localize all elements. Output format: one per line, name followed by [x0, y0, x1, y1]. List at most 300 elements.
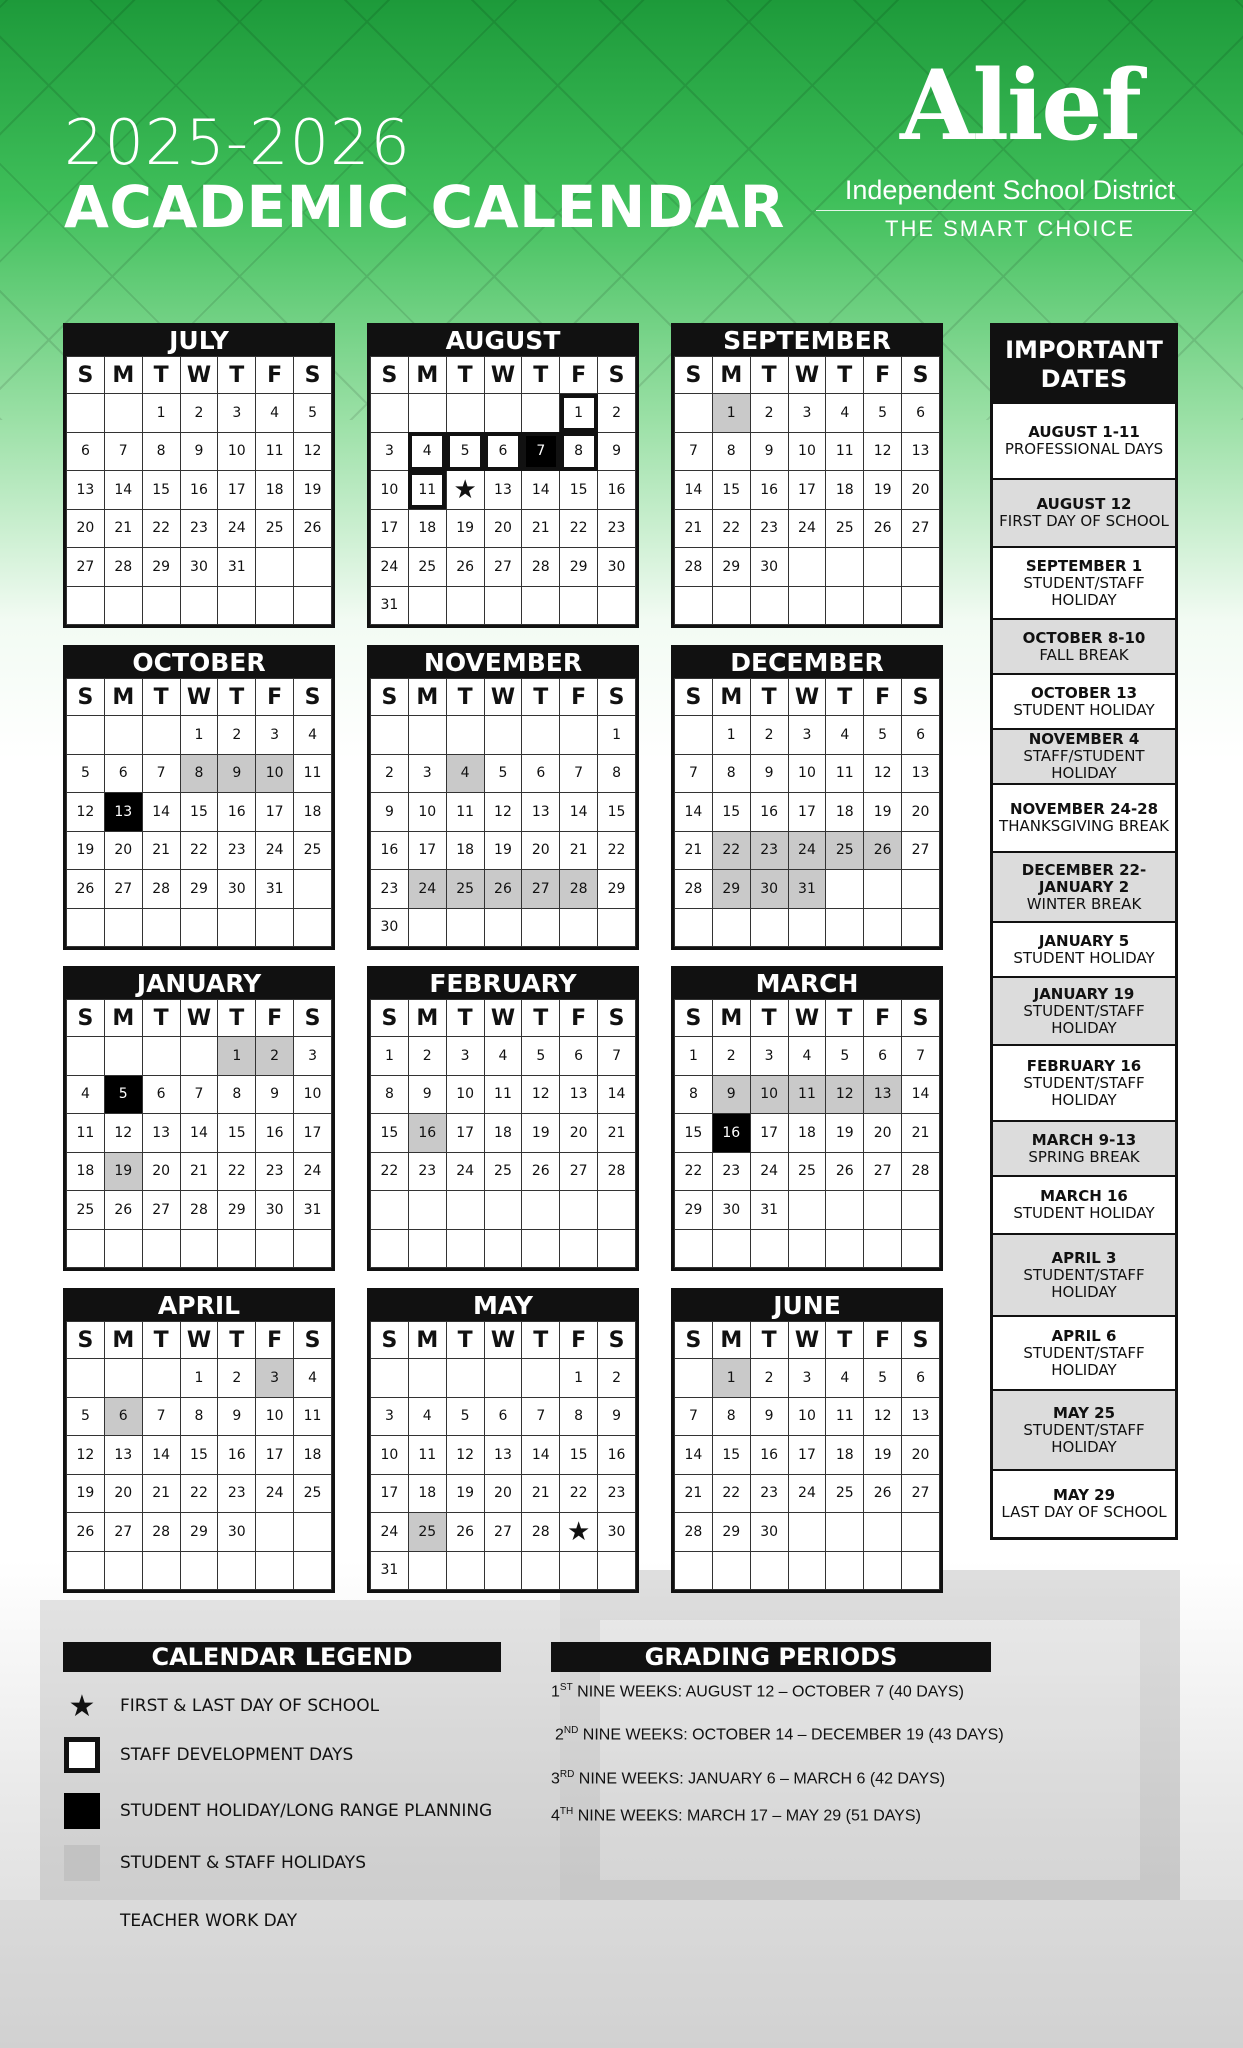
- day-cell: 7: [902, 1037, 940, 1076]
- empty-cell: [294, 548, 332, 587]
- day-cell: 7: [522, 432, 560, 471]
- day-cell: 24: [788, 831, 826, 870]
- month-name: JUNE: [674, 1291, 940, 1321]
- day-cell: 1: [712, 394, 750, 433]
- day-cell: 10: [218, 432, 256, 471]
- empty-cell: [826, 1191, 864, 1230]
- weekday-header: S: [371, 357, 409, 394]
- day-cell: 23: [750, 509, 788, 548]
- day-cell: 4: [826, 716, 864, 755]
- day-cell: 16: [408, 1114, 446, 1153]
- weekday-header: M: [104, 1000, 142, 1037]
- day-cell: 28: [560, 870, 598, 909]
- day-cell: 27: [67, 548, 105, 587]
- day-cell: 15: [675, 1114, 713, 1153]
- day-cell: 18: [446, 831, 484, 870]
- empty-cell: [598, 1191, 636, 1230]
- day-cell: 28: [104, 548, 142, 587]
- empty-cell: [371, 716, 409, 755]
- day-cell: 22: [371, 1152, 409, 1191]
- empty-cell: [446, 1191, 484, 1230]
- day-cell: 14: [598, 1075, 636, 1114]
- empty-cell: [788, 548, 826, 587]
- day-cell: 20: [902, 793, 940, 832]
- day-cell: 7: [104, 432, 142, 471]
- day-cell: 22: [560, 509, 598, 548]
- legend-label: FIRST & LAST DAY OF SCHOOL: [120, 1696, 380, 1716]
- important-date-item: [993, 618, 1175, 673]
- day-cell: 9: [598, 1397, 636, 1436]
- day-cell: 12: [864, 1397, 902, 1436]
- grading-ordinal: 1: [551, 1683, 560, 1701]
- day-cell: 8: [218, 1075, 256, 1114]
- empty-cell: [104, 1037, 142, 1076]
- day-cell: 6: [902, 1359, 940, 1398]
- weekday-header: F: [864, 1322, 902, 1359]
- day-cell: 19: [864, 471, 902, 510]
- day-cell: 26: [864, 1474, 902, 1513]
- day-cell: 9: [218, 754, 256, 793]
- day-cell: 6: [902, 716, 940, 755]
- important-date: AUGUST 1-11: [1028, 423, 1140, 441]
- weekday-header: W: [180, 1000, 218, 1037]
- day-cell: 26: [294, 509, 332, 548]
- day-cell: 4: [788, 1037, 826, 1076]
- day-cell: 5: [522, 1037, 560, 1076]
- weekday-header: T: [750, 1322, 788, 1359]
- important-date: NOVEMBER 4: [1028, 730, 1140, 748]
- day-cell: 11: [826, 754, 864, 793]
- weekday-header: S: [294, 1322, 332, 1359]
- day-cell: 23: [750, 1474, 788, 1513]
- weekday-header: T: [446, 357, 484, 394]
- day-cell: 2: [750, 394, 788, 433]
- month-july: [63, 323, 335, 628]
- day-cell: 11: [446, 793, 484, 832]
- empty-cell: [675, 1359, 713, 1398]
- day-cell: 6: [104, 754, 142, 793]
- important-date-description: PROFESSIONAL DAYS: [1004, 440, 1164, 458]
- day-cell: 6: [560, 1037, 598, 1076]
- weekday-header: S: [675, 679, 713, 716]
- empty-cell: [446, 1229, 484, 1268]
- day-cell: 22: [675, 1152, 713, 1191]
- empty-cell: [67, 586, 105, 625]
- day-cell: 25: [294, 1474, 332, 1513]
- day-cell: 7: [598, 1037, 636, 1076]
- month-december: [671, 645, 943, 950]
- weekday-header: T: [826, 357, 864, 394]
- day-cell: 26: [522, 1152, 560, 1191]
- important-date-item: [993, 402, 1175, 478]
- day-cell: 28: [675, 548, 713, 587]
- day-cell: 14: [560, 793, 598, 832]
- day-cell: 13: [522, 793, 560, 832]
- day-cell: 31: [294, 1191, 332, 1230]
- day-cell: 5: [864, 1359, 902, 1398]
- empty-cell: [180, 908, 218, 947]
- grading-period: [555, 1725, 1004, 1744]
- day-cell: 17: [788, 793, 826, 832]
- day-cell: 10: [256, 1397, 294, 1436]
- month-march: [671, 966, 943, 1271]
- empty-cell: [484, 1551, 522, 1590]
- important-date: MARCH 16: [1040, 1187, 1128, 1205]
- empty-cell: [142, 1359, 180, 1398]
- empty-cell: [864, 586, 902, 625]
- important-date-item: [993, 1120, 1175, 1175]
- day-cell: 10: [788, 1397, 826, 1436]
- month-november: [367, 645, 639, 950]
- day-cell: 22: [712, 831, 750, 870]
- day-cell: 25: [294, 831, 332, 870]
- weekday-header: F: [256, 679, 294, 716]
- day-cell: 27: [484, 1513, 522, 1552]
- day-cell: 15: [598, 793, 636, 832]
- month-name: JULY: [66, 326, 332, 356]
- empty-cell: [750, 908, 788, 947]
- day-cell: 23: [256, 1152, 294, 1191]
- important-date-item: [993, 673, 1175, 728]
- empty-cell: [522, 908, 560, 947]
- day-cell: 18: [256, 471, 294, 510]
- day-cell: 21: [675, 1474, 713, 1513]
- empty-cell: [788, 1513, 826, 1552]
- day-cell: 14: [522, 471, 560, 510]
- grading-period-text: NINE WEEKS: JANUARY 6 – MARCH 6 (42 DAYS): [574, 1770, 946, 1788]
- empty-cell: [788, 586, 826, 625]
- day-cell: 31: [371, 1551, 409, 1590]
- day-cell: 15: [712, 471, 750, 510]
- day-cell: 19: [104, 1152, 142, 1191]
- weekday-header: W: [484, 357, 522, 394]
- empty-cell: [67, 1229, 105, 1268]
- day-cell: 5: [446, 432, 484, 471]
- day-cell: 28: [522, 1513, 560, 1552]
- day-cell: 1: [675, 1037, 713, 1076]
- empty-cell: [446, 586, 484, 625]
- empty-cell: [104, 908, 142, 947]
- important-date-item: [993, 851, 1175, 921]
- day-cell: 29: [142, 548, 180, 587]
- empty-cell: [294, 586, 332, 625]
- day-cell: 2: [371, 754, 409, 793]
- empty-cell: [104, 1551, 142, 1590]
- day-cell: 1: [712, 1359, 750, 1398]
- day-cell: 13: [67, 471, 105, 510]
- legend-item: [64, 1735, 524, 1775]
- empty-cell: [598, 908, 636, 947]
- day-cell: 12: [864, 432, 902, 471]
- day-cell: 29: [712, 870, 750, 909]
- empty-cell: [675, 908, 713, 947]
- day-cell: 16: [750, 1436, 788, 1475]
- empty-cell: [371, 1359, 409, 1398]
- day-cell: 28: [598, 1152, 636, 1191]
- weekday-header: S: [294, 1000, 332, 1037]
- important-date-item: [993, 1233, 1175, 1315]
- empty-cell: [256, 1551, 294, 1590]
- school-year: 2025-2026: [64, 106, 411, 179]
- day-cell: 2: [256, 1037, 294, 1076]
- empty-cell: [902, 908, 940, 947]
- important-date: OCTOBER 8-10: [1022, 628, 1146, 647]
- star-icon: ★: [566, 1516, 591, 1547]
- day-cell: 3: [218, 394, 256, 433]
- day-cell: 10: [750, 1075, 788, 1114]
- day-cell: 9: [750, 432, 788, 471]
- day-cell: 17: [256, 793, 294, 832]
- empty-cell: [598, 1229, 636, 1268]
- empty-cell: [560, 908, 598, 947]
- day-cell: 22: [218, 1152, 256, 1191]
- day-cell: 6: [522, 754, 560, 793]
- empty-cell: [484, 394, 522, 433]
- empty-cell: [294, 1513, 332, 1552]
- grading-period-text: NINE WEEKS: OCTOBER 14 – DECEMBER 19 (43 DAYS): [578, 1726, 1004, 1744]
- day-cell: 19: [826, 1114, 864, 1153]
- star-icon: ★: [68, 1688, 96, 1724]
- empty-cell: [371, 1191, 409, 1230]
- empty-cell: [408, 586, 446, 625]
- day-cell: 23: [598, 1474, 636, 1513]
- important-date-item: [993, 1315, 1175, 1389]
- day-cell: 1: [560, 1359, 598, 1398]
- day-cell: 26: [864, 831, 902, 870]
- day-cell: 8: [560, 432, 598, 471]
- empty-cell: [522, 586, 560, 625]
- day-cell: 24: [371, 1513, 409, 1552]
- day-cell: 27: [902, 509, 940, 548]
- day-cell: 25: [256, 509, 294, 548]
- weekday-header: M: [408, 1322, 446, 1359]
- day-cell: 21: [598, 1114, 636, 1153]
- day-cell: 10: [408, 793, 446, 832]
- empty-cell: [864, 1229, 902, 1268]
- day-cell: 31: [371, 586, 409, 625]
- empty-cell: [218, 1551, 256, 1590]
- day-cell: 20: [902, 1436, 940, 1475]
- important-date: APRIL 3: [1051, 1248, 1117, 1267]
- day-cell: 11: [294, 1397, 332, 1436]
- day-cell: 20: [104, 1474, 142, 1513]
- day-cell: 21: [142, 1474, 180, 1513]
- day-cell: 20: [484, 1474, 522, 1513]
- weekday-header: F: [256, 357, 294, 394]
- weekday-header: S: [294, 357, 332, 394]
- grading-ordinal-suffix: TH: [559, 1806, 574, 1817]
- day-cell: 4: [294, 716, 332, 755]
- day-cell: 27: [522, 870, 560, 909]
- empty-cell: [864, 908, 902, 947]
- empty-cell: [522, 1359, 560, 1398]
- weekday-header: S: [675, 1322, 713, 1359]
- day-cell: 19: [67, 1474, 105, 1513]
- day-cell: 21: [522, 1474, 560, 1513]
- day-cell: 23: [218, 831, 256, 870]
- day-cell: 12: [67, 1436, 105, 1475]
- day-cell: 29: [180, 870, 218, 909]
- important-date-description: STAFF/STUDENT HOLIDAY: [1023, 747, 1145, 782]
- day-cell: 17: [256, 1436, 294, 1475]
- day-cell: 16: [218, 1436, 256, 1475]
- weekday-header: F: [560, 1000, 598, 1037]
- day-cell: 30: [750, 870, 788, 909]
- empty-cell: [902, 548, 940, 587]
- day-cell: 5: [67, 1397, 105, 1436]
- day-cell: 24: [256, 1474, 294, 1513]
- day-cell: 20: [864, 1114, 902, 1153]
- day-cell: 4: [484, 1037, 522, 1076]
- day-cell: 7: [142, 754, 180, 793]
- empty-cell: [484, 908, 522, 947]
- day-cell: 5: [864, 716, 902, 755]
- day-cell: 30: [598, 548, 636, 587]
- empty-cell: [522, 716, 560, 755]
- day-cell: 16: [371, 831, 409, 870]
- day-cell: 31: [788, 870, 826, 909]
- month-june: [671, 1288, 943, 1593]
- empty-cell: [408, 394, 446, 433]
- empty-cell: [142, 586, 180, 625]
- day-cell: 22: [142, 509, 180, 548]
- day-cell: 22: [560, 1474, 598, 1513]
- empty-cell: [67, 1037, 105, 1076]
- empty-cell: [864, 870, 902, 909]
- empty-cell: [484, 1359, 522, 1398]
- important-date: FEBRUARY 16: [1026, 1056, 1142, 1075]
- empty-cell: [826, 870, 864, 909]
- day-cell: 25: [484, 1152, 522, 1191]
- grading-period: [551, 1769, 945, 1788]
- day-cell: 24: [256, 831, 294, 870]
- day-cell: 7: [675, 754, 713, 793]
- day-cell: 28: [142, 1513, 180, 1552]
- empty-cell: [294, 1229, 332, 1268]
- weekday-header: S: [902, 357, 940, 394]
- day-cell: 7: [522, 1397, 560, 1436]
- day-cell: 7: [675, 432, 713, 471]
- important-date-description: STUDENT/STAFF HOLIDAY: [1023, 1420, 1145, 1456]
- important-date: MAY 25: [1052, 1403, 1116, 1422]
- day-cell: 17: [788, 471, 826, 510]
- day-cell: 16: [598, 1436, 636, 1475]
- day-cell: 3: [788, 394, 826, 433]
- day-cell: 1: [712, 716, 750, 755]
- weekday-header: S: [371, 1322, 409, 1359]
- empty-cell: [294, 870, 332, 909]
- weekday-header: T: [218, 1000, 256, 1037]
- day-cell: 25: [67, 1191, 105, 1230]
- day-cell: 8: [712, 432, 750, 471]
- empty-cell: [522, 394, 560, 433]
- empty-cell: [408, 716, 446, 755]
- day-cell: 27: [484, 548, 522, 587]
- important-date: OCTOBER 13: [1030, 683, 1138, 702]
- day-cell: 8: [142, 432, 180, 471]
- empty-cell: [142, 1551, 180, 1590]
- day-cell: 20: [902, 471, 940, 510]
- day-cell: 24: [371, 548, 409, 587]
- weekday-header: W: [788, 1000, 826, 1037]
- day-cell: 15: [712, 1436, 750, 1475]
- important-date-description: THANKSGIVING BREAK: [999, 817, 1169, 835]
- important-date-description: STUDENT HOLIDAY: [1013, 700, 1155, 719]
- day-cell: 19: [67, 831, 105, 870]
- empty-cell: [256, 1229, 294, 1268]
- month-name: NOVEMBER: [370, 648, 636, 678]
- empty-cell: [294, 1551, 332, 1590]
- day-cell: 8: [712, 1397, 750, 1436]
- month-name: OCTOBER: [66, 648, 332, 678]
- day-cell: 3: [371, 1397, 409, 1436]
- day-cell: 9: [371, 793, 409, 832]
- day-cell: 4: [408, 432, 446, 471]
- empty-cell: [104, 394, 142, 433]
- empty-cell: [180, 586, 218, 625]
- day-cell: 17: [446, 1114, 484, 1153]
- day-cell: 12: [522, 1075, 560, 1114]
- weekday-header: M: [104, 679, 142, 716]
- empty-cell: [788, 1191, 826, 1230]
- day-cell: 21: [902, 1114, 940, 1153]
- weekday-header: S: [902, 1322, 940, 1359]
- important-date-description: STUDENT/STAFF HOLIDAY: [1023, 1001, 1145, 1037]
- weekday-header: W: [484, 679, 522, 716]
- day-cell: 30: [750, 1513, 788, 1552]
- month-august: [367, 323, 639, 628]
- weekday-header: T: [750, 1000, 788, 1037]
- empty-cell: [902, 586, 940, 625]
- important-date-item: [993, 1389, 1175, 1469]
- day-cell: 24: [788, 509, 826, 548]
- day-cell: 29: [560, 548, 598, 587]
- empty-cell: [104, 716, 142, 755]
- day-cell: 11: [294, 754, 332, 793]
- day-cell: 11: [788, 1075, 826, 1114]
- day-cell: 27: [864, 1152, 902, 1191]
- day-cell: 27: [902, 1474, 940, 1513]
- important-date-item: [993, 478, 1175, 546]
- day-cell: 24: [446, 1152, 484, 1191]
- empty-cell: [256, 548, 294, 587]
- day-cell: 23: [218, 1474, 256, 1513]
- day-cell: 15: [180, 1436, 218, 1475]
- month-january: [63, 966, 335, 1271]
- day-cell: 30: [256, 1191, 294, 1230]
- day-cell: 18: [408, 509, 446, 548]
- important-date-description: STUDENT/STAFF HOLIDAY: [1023, 1343, 1145, 1379]
- day-cell: 9: [750, 754, 788, 793]
- day-cell: [446, 471, 484, 510]
- day-cell: 15: [560, 1436, 598, 1475]
- empty-cell: [826, 586, 864, 625]
- day-cell: 4: [408, 1397, 446, 1436]
- weekday-header: T: [218, 679, 256, 716]
- day-cell: 13: [902, 432, 940, 471]
- day-cell: 24: [750, 1152, 788, 1191]
- day-cell: 19: [864, 1436, 902, 1475]
- day-cell: 19: [522, 1114, 560, 1153]
- empty-cell: [104, 1359, 142, 1398]
- important-date-description: LAST DAY OF SCHOOL: [1001, 1503, 1167, 1521]
- day-cell: 10: [371, 471, 409, 510]
- empty-cell: [864, 1551, 902, 1590]
- empty-cell: [446, 908, 484, 947]
- day-cell: 3: [371, 432, 409, 471]
- important-date: AUGUST 12: [1036, 495, 1132, 513]
- empty-cell: [902, 1513, 940, 1552]
